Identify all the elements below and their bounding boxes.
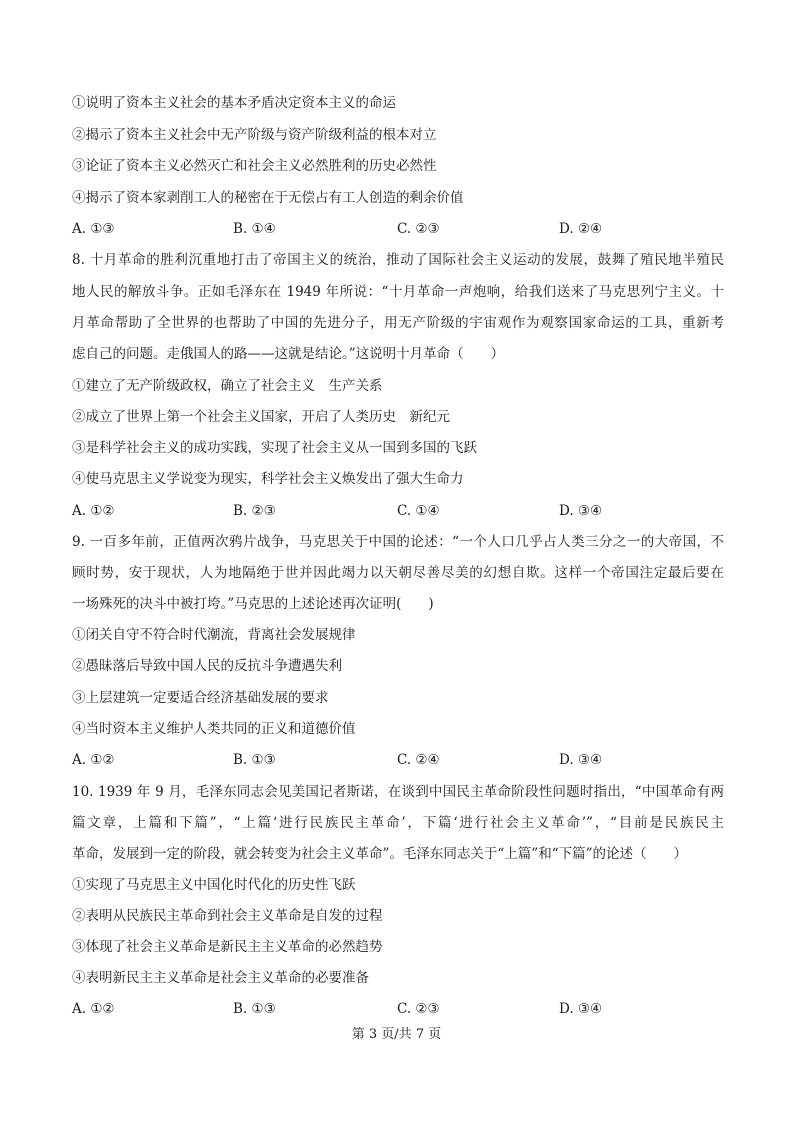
q9-option-a: A. ①② (72, 752, 115, 768)
q10-options (72, 999, 724, 1019)
q9-item-4: ④当时资本主义维护人类共同的正义和道德价值 (72, 721, 356, 737)
q9-stem-line-1: 9. 一百多年前，正值两次鸦片战争，马克思关于中国的论述：“一个人口几乎占人类三分之一的大帝国，不 (72, 534, 724, 550)
q10-item-3: ③体现了社会主义革命是新民主主义革命的必然趋势 (72, 939, 383, 955)
q7-item-2: ②揭示了资本主义社会中无产阶级与资产阶级利益的根本对立 (72, 127, 437, 143)
q8-options (72, 501, 724, 521)
q8-item-3: ③是科学社会主义的成功实践，实现了社会主义从一国到多国的飞跃 (72, 440, 477, 456)
q8-item-1: ①建立了无产阶级政权，确立了社会主义 生产关系 (72, 378, 383, 394)
q9-item-1: ①闭关自守不符合时代潮流，背离社会发展规律 (72, 627, 356, 643)
q7-option-a: A. ①③ (72, 221, 115, 237)
q10-option-d: D. ③④ (559, 1001, 603, 1017)
q9-stem-line-2: 顾时势，安于现状，人为地隔绝于世并因此竭力以天朝尽善尽美的幻想自欺。这样一个帝国注定最后要在 (72, 565, 724, 581)
q9-stem-line-3: 一场殊死的决斗中被打垮。”马克思的上述论述再次证明( ) (72, 596, 434, 612)
q10-stem-line-2: 篇文章，上篇和下篇”，“上篇‘进行民族民主革命’，下篇‘进行社会主义革命’”，“目前是民族民主 (72, 815, 724, 831)
q10-item-4: ④表明新民主主义革命是社会主义革命的必要准备 (72, 970, 369, 986)
q8-option-d: D. ③④ (559, 503, 603, 519)
q7-item-1: ①说明了资本主义社会的基本矛盾决定资本主义的命运 (72, 95, 396, 111)
q7-option-c: C. ②③ (397, 221, 440, 237)
q10-option-a: A. ①② (72, 1001, 115, 1017)
q8-option-b: B. ②③ (233, 503, 276, 519)
q8-item-2: ②成立了世界上第一个社会主义国家，开启了人类历史 新纪元 (72, 409, 450, 425)
q10-option-b: B. ①③ (233, 1001, 276, 1017)
q8-item-4: ④使马克思主义学说变为现实，科学社会主义焕发出了强大生命力 (72, 471, 464, 487)
q9-item-3: ③上层建筑一定要适合经济基础发展的要求 (72, 690, 329, 706)
q9-options (72, 750, 724, 770)
q9-option-c: C. ②④ (397, 752, 440, 768)
q8-stem-line-2: 地人民的解放斗争。正如毛泽东在 1949 年所说：“十月革命一声炮响，给我们送来了马克思列宁主义。十 (72, 284, 724, 300)
q10-stem-line-1: 10. 1939 年 9 月，毛泽东同志会见美国记者斯诺，在谈到中国民主革命阶段性问题时指出，“中国革命有两 (72, 784, 724, 800)
q8-stem-line-4: 虑自己的问题。走俄国人的路——这就是结论。”这说明十月革命（ ） (72, 346, 505, 362)
q7-option-d: D. ②④ (559, 221, 603, 237)
q8-stem-line-3: 月革命帮助了全世界的也帮助了中国的先进分子，用无产阶级的宇宙观作为观察国家命运的工具，重新考 (72, 315, 724, 331)
q8-stem-line-1: 8. 十月革命的胜利沉重地打击了帝国主义的统治，推动了国际社会主义运动的发展，鼓舞了殖民地半殖民 (72, 252, 724, 268)
page-number: 第 3 页/共 7 页 (351, 1027, 442, 1042)
q8-option-c: C. ①④ (397, 503, 440, 519)
q7-options (72, 219, 724, 239)
q7-item-3: ③论证了资本主义必然灭亡和社会主义必然胜利的历史必然性 (72, 158, 437, 174)
q7-option-b: B. ①④ (233, 221, 276, 237)
q7-item-4: ④揭示了资本家剥削工人的秘密在于无偿占有工人创造的剩余价值 (72, 190, 464, 206)
q10-item-1: ①实现了马克思主义中国化时代化的历史性飞跃 (72, 877, 356, 893)
q10-item-2: ②表明从民族民主革命到社会主义革命是自发的过程 (72, 908, 383, 924)
q9-option-d: D. ③④ (559, 752, 603, 768)
q10-option-c: C. ②③ (397, 1001, 440, 1017)
q8-option-a: A. ①② (72, 503, 115, 519)
q9-option-b: B. ①③ (233, 752, 276, 768)
q10-stem-line-3: 革命，发展到一定的阶段，就会转变为社会主义革命”。毛泽东同志关于“上篇”和“下篇”的论述（ ） (72, 846, 688, 862)
q9-item-2: ②愚昧落后导致中国人民的反抗斗争遭遇失利 (72, 658, 342, 674)
